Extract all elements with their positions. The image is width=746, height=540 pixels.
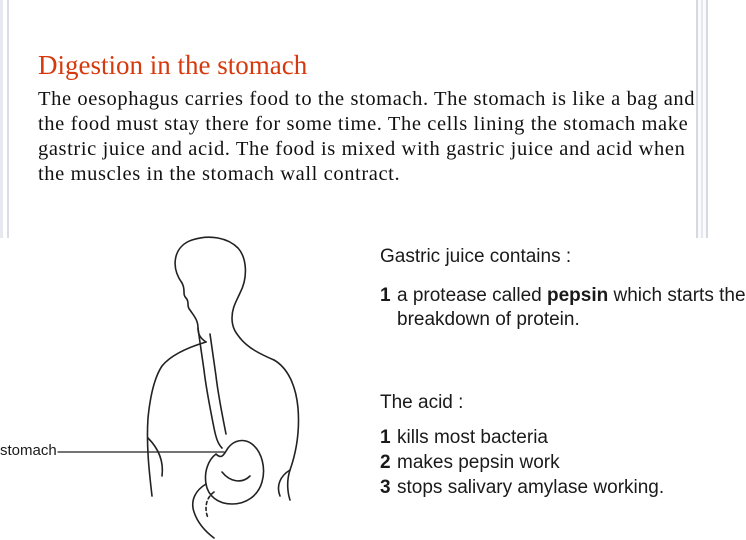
acid-item-1-text: kills most bacteria (397, 427, 548, 448)
acid-item-3 (380, 477, 664, 499)
acid-item-1 (380, 427, 548, 449)
gastric-juice-heading: Gastric juice contains : (380, 246, 572, 267)
stomach-label: stomach (0, 442, 57, 459)
acid-item-2-text: makes pepsin work (397, 452, 560, 473)
slide-paragraph: The oesophagus carries food to the stomach. The stomach is like a bag and the food must stay there for some time. The cells lining the stomach make gastric juice and acid. The food is mixed with gastric juice and acid when the muscles in the stomach wall contract. (38, 88, 696, 185)
head-outline (175, 237, 245, 338)
item-number: 3 (380, 477, 391, 498)
acid-heading: The acid : (380, 392, 464, 413)
slide-left-border (0, 0, 9, 238)
duodenum-outline (193, 484, 214, 538)
acid-item-2 (380, 452, 560, 474)
item-number: 1 (380, 285, 391, 306)
stomach-outline (205, 441, 263, 504)
torso-right-outline (274, 360, 299, 500)
torso-left-outline (147, 342, 206, 496)
gastric-item-1-text-pre: a protease called (397, 285, 547, 306)
stomach-diagram-figure (0, 238, 746, 540)
face-profile (182, 283, 206, 342)
waist-left (148, 438, 162, 476)
stomach-fold (222, 472, 250, 481)
acid-item-3-text: stops salivary amylase working. (397, 477, 665, 498)
slide-title: Digestion in the stomach (38, 50, 308, 80)
item-number: 1 (380, 427, 391, 448)
gastric-item-1-line2: breakdown of protein. (397, 309, 580, 330)
gastric-item-1 (380, 284, 746, 332)
pepsin-term: pepsin (547, 285, 609, 306)
gastric-item-1-text-post: which starts the (608, 285, 746, 306)
item-number: 2 (380, 452, 391, 473)
duodenum-inner (206, 492, 214, 518)
neck-outline (240, 338, 274, 360)
